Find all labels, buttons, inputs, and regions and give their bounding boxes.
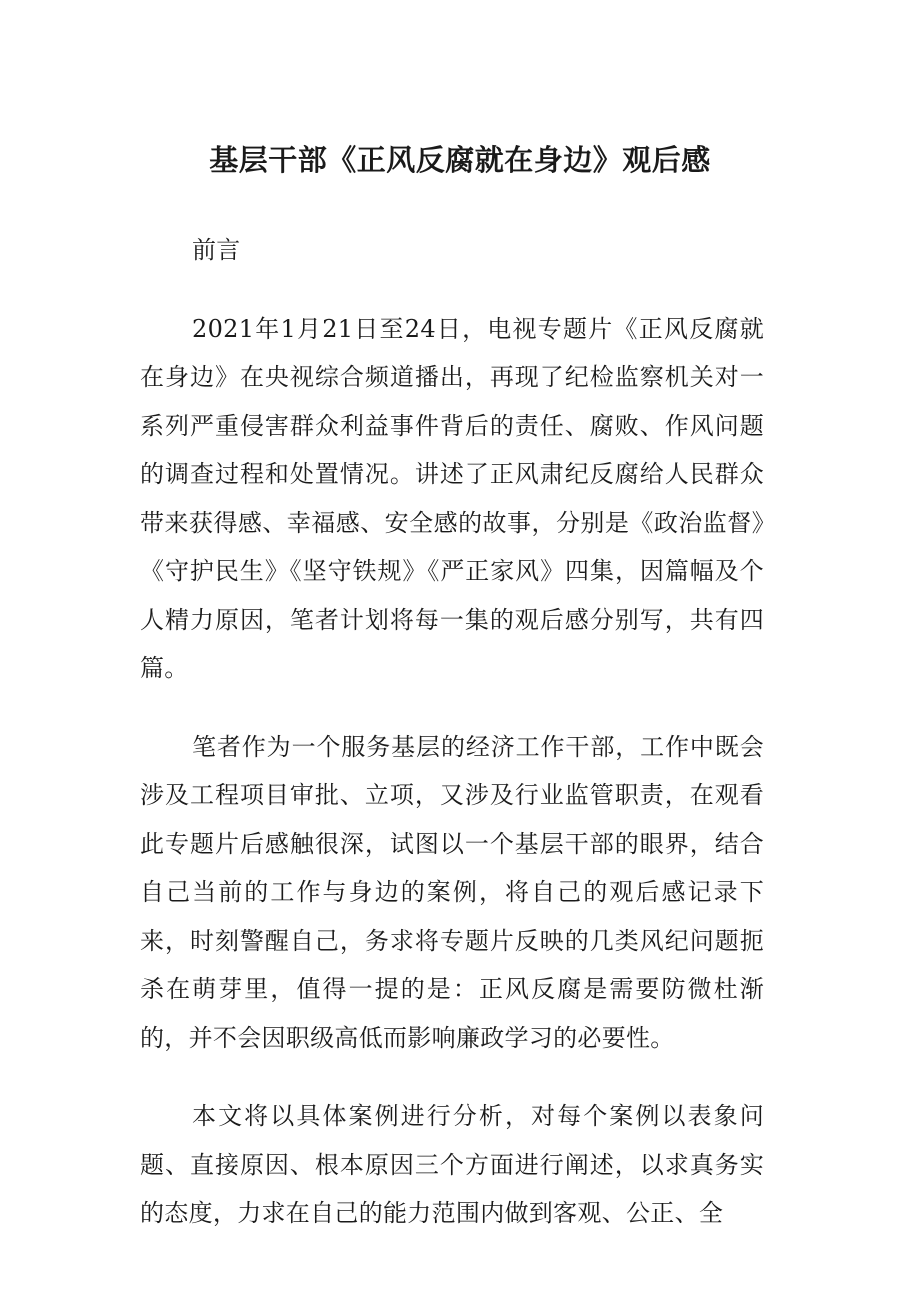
document-body	[140, 226, 764, 1268]
paragraph-author-role: 笔者作为一个服务基层的经济工作干部，工作中既会涉及工程项目审批、立项，又涉及行业监管职责，在观看此专题片后感触很深，试图以一个基层干部的眼界，结合自己当前的工作与身边的案例，将自己的观后感记录下来，时刻警醒自己，务求将专题片反映的几类风纪问题扼杀在萌芽里，值得一提的是：正风反腐是需要防微杜渐的，并不会因职级高低而影响廉政学习的必要性。	[140, 732, 764, 1052]
paragraph-intro: 2021年1月21日至24日，电视专题片《正风反腐就在身边》在央视综合频道播出，再现了纪检监察机关对一系列严重侵害群众利益事件背后的责任、腐败、作风问题的调查过程和处置情况。讲述了正风肃纪反腐给人民群众带来获得感、幸福感、安全感的故事，分别是《政治监督》《守护民生》《坚守铁规》《严正家风》四集，因篇幅及个人精力原因，笔者计划将每一集的观后感分别写，共有四篇。	[140, 314, 764, 682]
paragraph-method: 本文将以具体案例进行分析，对每个案例以表象问题、直接原因、根本原因三个方面进行阐述，以求真务实的态度，力求在自己的能力范围内做到客观、公正、全	[140, 1102, 764, 1227]
section-heading-preface: 前言	[192, 236, 241, 264]
document-title: 基层干部《正风反腐就在身边》观后感	[209, 143, 711, 177]
